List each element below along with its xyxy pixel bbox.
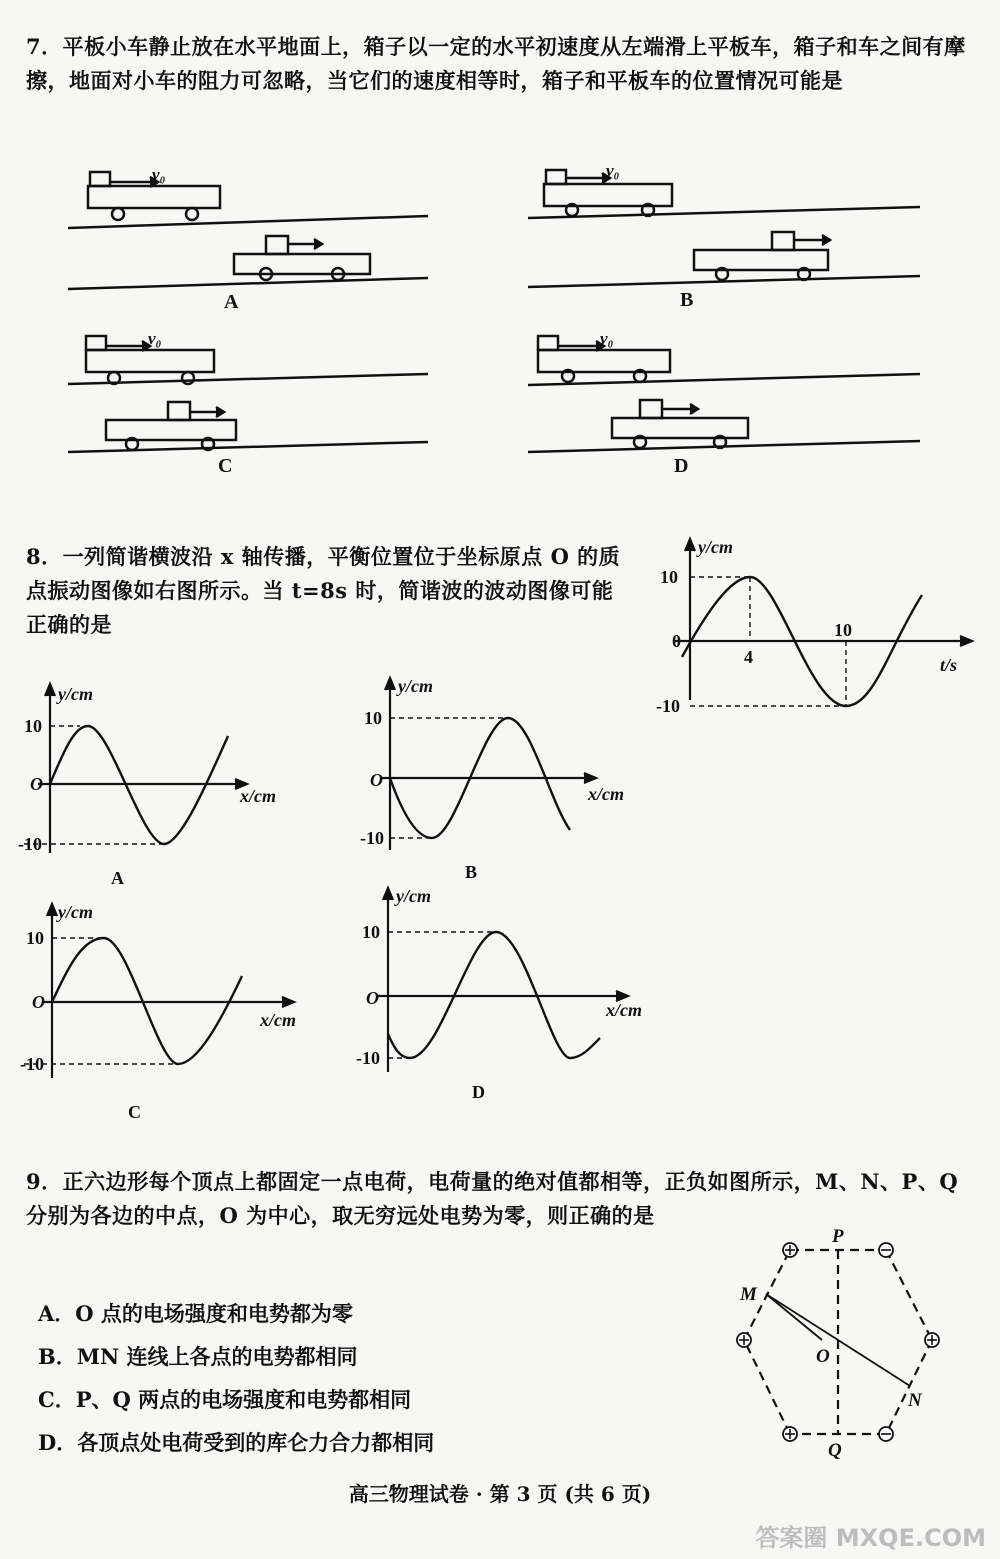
- svg-text:O: O: [30, 774, 43, 794]
- q9-choice-d[interactable]: D．各顶点处电荷受到的库仑力合力都相同: [38, 1430, 435, 1455]
- svg-text:x/cm: x/cm: [240, 786, 276, 806]
- q9-choice-a[interactable]: A．O 点的电场强度和电势都为零: [38, 1301, 353, 1326]
- point-m: M: [740, 1284, 757, 1305]
- svg-text:x/cm: x/cm: [260, 1010, 296, 1030]
- hexagon-figure: [730, 1222, 960, 1472]
- svg-text:y/cm: y/cm: [58, 902, 93, 922]
- point-o: O: [816, 1346, 830, 1367]
- wave-b-label: B: [465, 862, 478, 882]
- ref-ymin: -10: [656, 696, 680, 716]
- q7-option-d: D: [674, 455, 689, 477]
- q7-option-c: C: [218, 455, 233, 477]
- svg-text:y/cm: y/cm: [398, 676, 433, 696]
- ref-xlabel: t/s: [940, 655, 958, 675]
- wave-d-label: D: [472, 1082, 485, 1102]
- question-7-text: 7．平板小车静止放在水平地面上，箱子以一定的水平初速度从左端滑上平板车，箱子和车之间有摩擦，地面对小车的阻力可忽略，当它们的速度相等时，箱子和平板车的位置情况可能是: [26, 34, 966, 93]
- wave-c-label: C: [128, 1102, 141, 1122]
- q7-option-a: A: [224, 291, 239, 313]
- q9-choice-b[interactable]: B．MN 连线上各点的电势都相同: [38, 1344, 358, 1369]
- v0-label-d: v₀: [600, 329, 614, 348]
- wave-a-ylabel: y/cm: [58, 684, 93, 704]
- svg-text:-10: -10: [356, 1048, 380, 1068]
- question-9-text: 9．正六边形每个顶点上都固定一点电荷，电荷量的绝对值都相等，正负如图所示，M、N、P、Q 分别为各边的中点，O 为中心，取无穷远处电势为零，则正确的是: [26, 1169, 959, 1228]
- point-q: Q: [828, 1440, 842, 1461]
- q7-option-b: B: [680, 289, 694, 311]
- v0-label-c: v₀: [148, 329, 162, 348]
- point-p: P: [832, 1226, 844, 1247]
- svg-text:x/cm: x/cm: [606, 1000, 642, 1020]
- svg-text:10: 10: [364, 708, 382, 728]
- svg-text:10: 10: [362, 922, 380, 942]
- wave-option-c: [10, 898, 300, 1122]
- point-n: N: [908, 1390, 922, 1411]
- ref-tick-4: 4: [744, 647, 753, 667]
- svg-text:O: O: [370, 770, 383, 790]
- question-8-text: 8．一列简谐横波沿 x 轴传播，平衡位置位于坐标原点 O 的质点振动图像如右图所示。当 t=8s 时，简谐波的波动图像可能正确的是: [26, 544, 621, 637]
- watermark: 答案圈 MXQE.COM: [755, 1524, 986, 1552]
- svg-text:-10: -10: [20, 1054, 44, 1074]
- page-footer: 高三物理试卷 · 第 3 页 (共 6 页): [348, 1482, 652, 1506]
- wave-a-label: A: [111, 868, 124, 888]
- ref-ymax: 10: [660, 567, 678, 587]
- vibration-graph: [656, 535, 980, 716]
- svg-text:10: 10: [24, 716, 42, 736]
- svg-text:x/cm: x/cm: [588, 784, 624, 804]
- svg-text:O: O: [366, 988, 379, 1008]
- svg-text:y/cm: y/cm: [396, 886, 431, 906]
- ref-tick-10: 10: [834, 620, 852, 640]
- wave-option-b: [360, 672, 648, 882]
- ref-ylabel: y/cm: [698, 537, 733, 557]
- svg-text:-10: -10: [360, 828, 384, 848]
- svg-text:-10: -10: [18, 834, 42, 854]
- q9-choice-c[interactable]: C．P、Q 两点的电场强度和电势都相同: [38, 1387, 412, 1412]
- ref-origin: 0: [672, 631, 681, 651]
- v0-label-b: v₀: [606, 161, 620, 180]
- svg-text:10: 10: [26, 928, 44, 948]
- v0-label-a: v₀: [152, 165, 166, 184]
- wave-option-a: [10, 678, 280, 888]
- wave-option-d: [356, 882, 656, 1102]
- svg-text:O: O: [32, 992, 45, 1012]
